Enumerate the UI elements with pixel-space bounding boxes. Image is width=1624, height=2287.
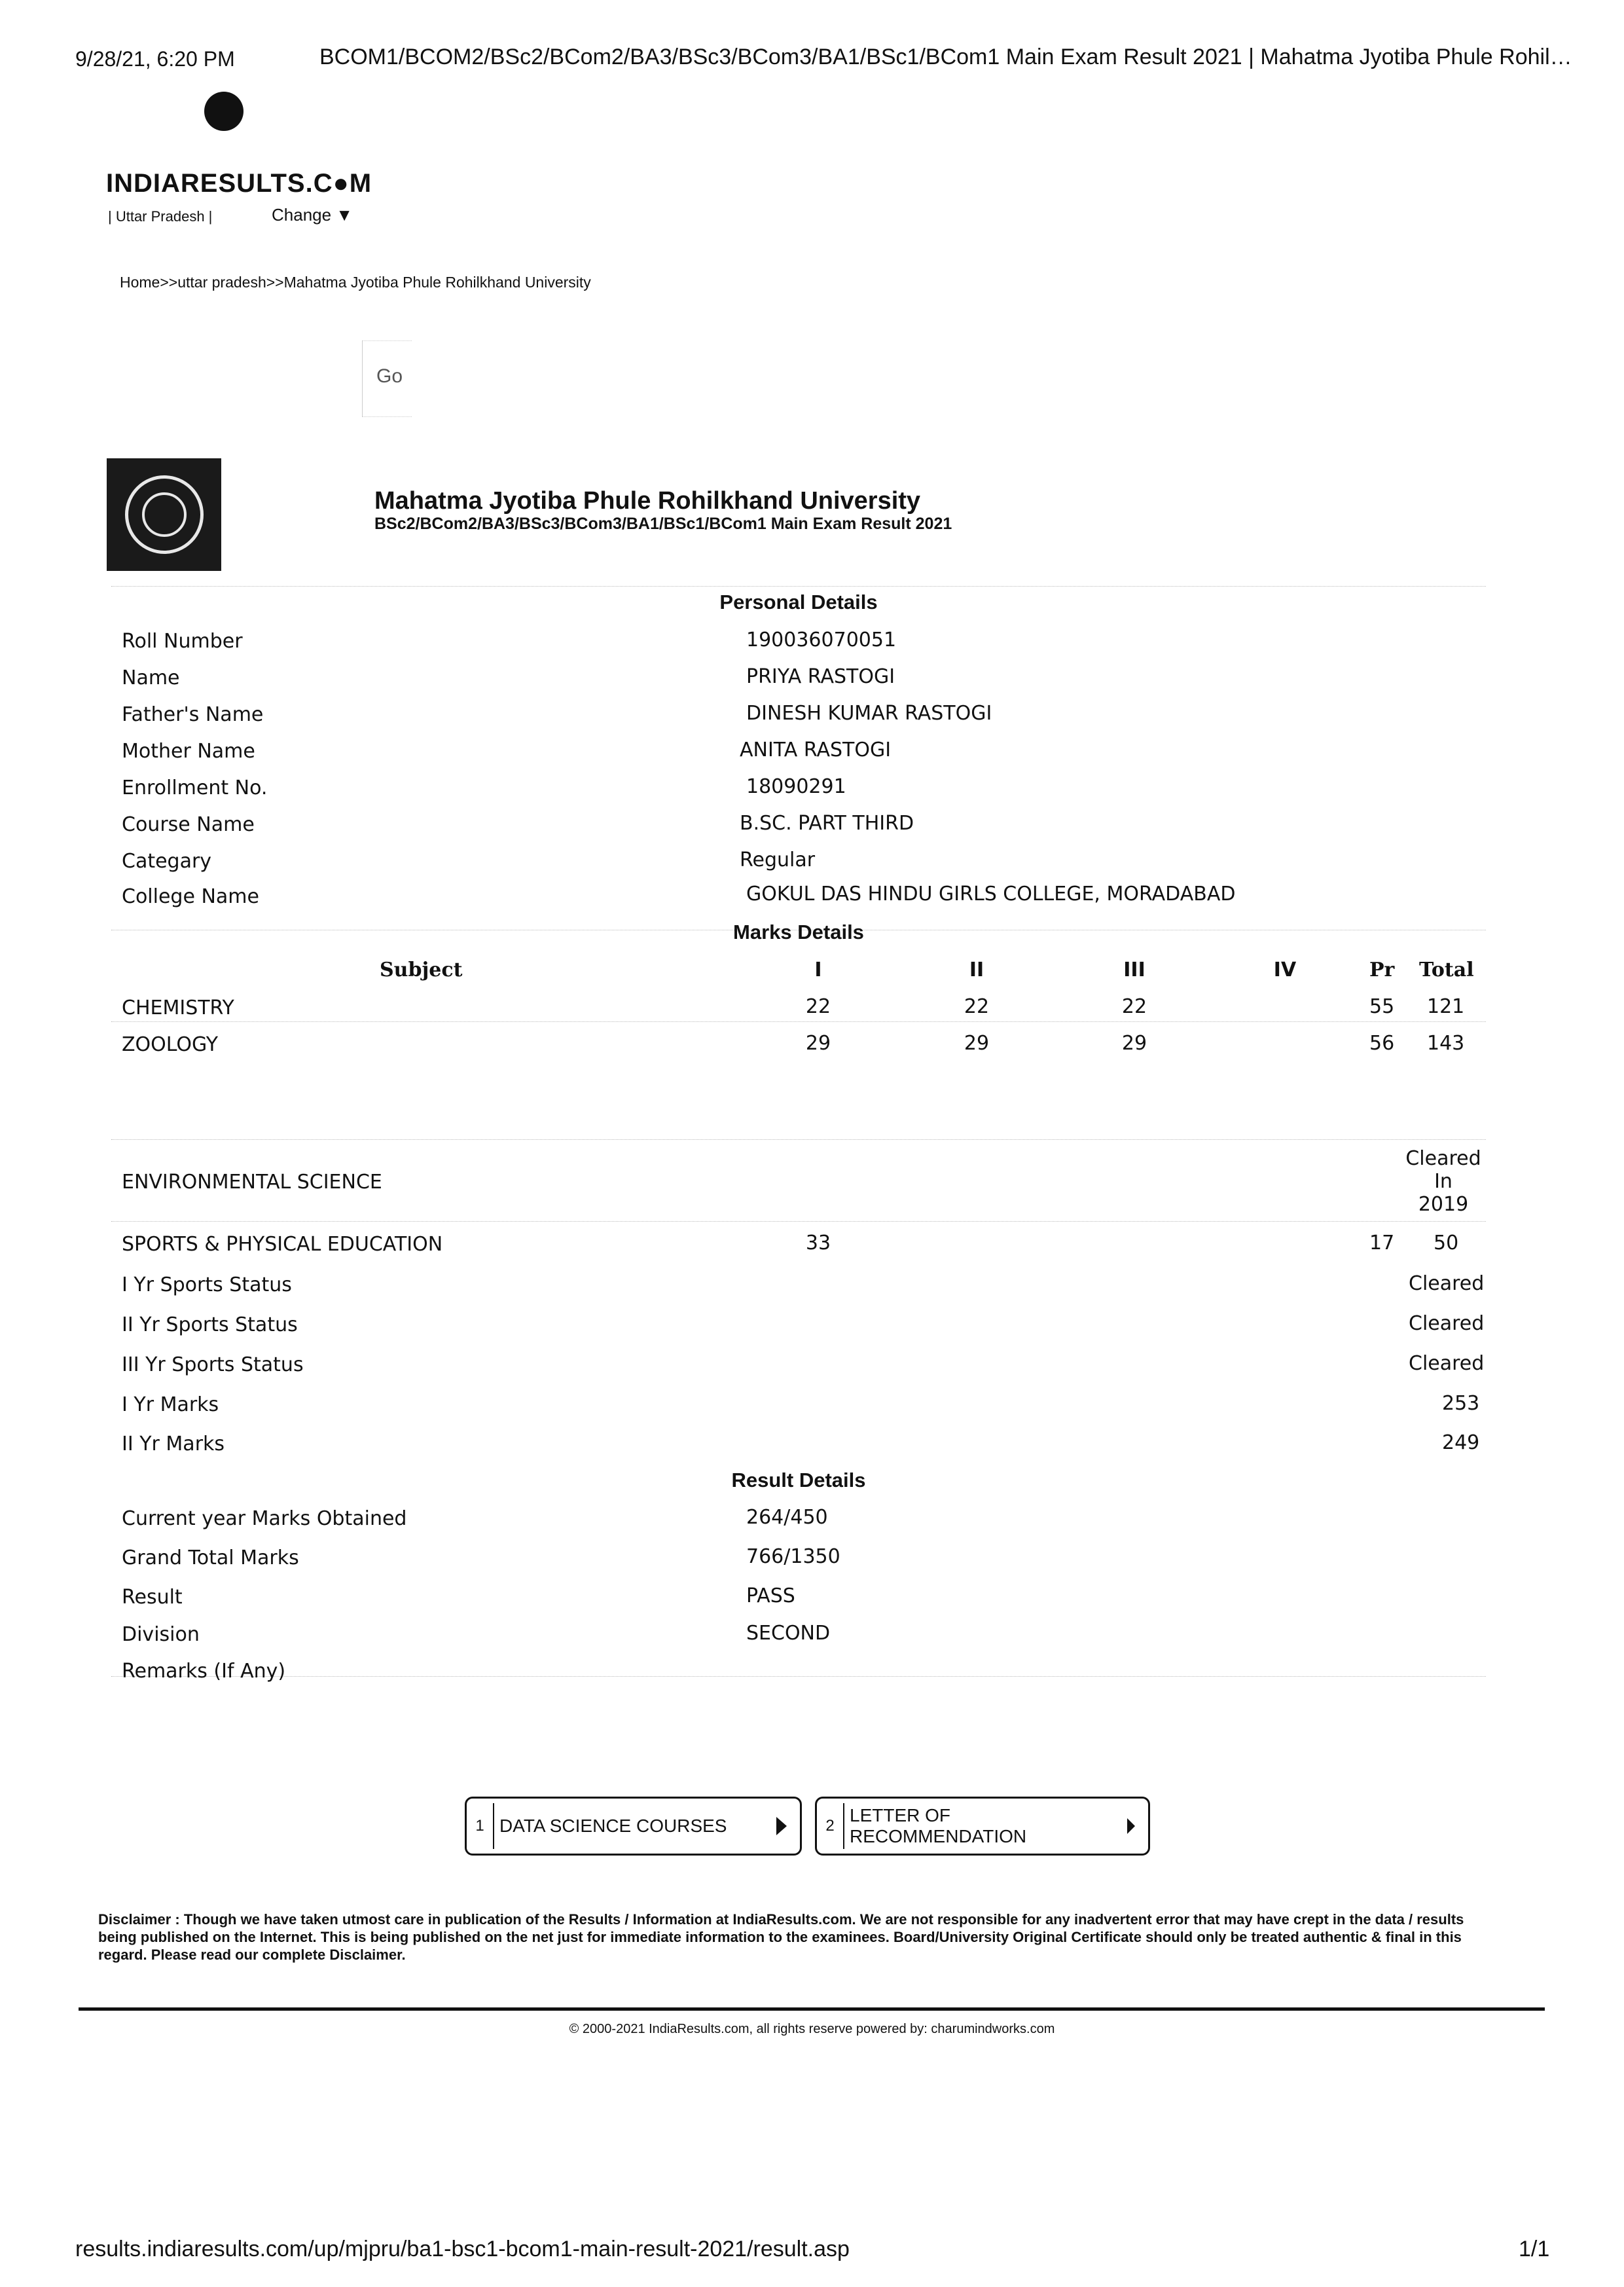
sports-total: 50 <box>1434 1232 1459 1254</box>
grand-total-label: Grand Total Marks <box>122 1546 299 1569</box>
course-name-value: B.SC. PART THIRD <box>740 812 914 835</box>
zoology-practical: 56 <box>1369 1032 1395 1055</box>
exam-title: BSc2/BCom2/BA3/BSc3/BCom3/BA1/BSc1/BCom1 Main Exam Result 2021 <box>374 515 952 533</box>
search-box-text: Go <box>376 365 403 387</box>
roll-number-label: Roll Number <box>122 630 243 653</box>
name-label: Name <box>122 667 180 689</box>
course-name-label: Course Name <box>122 813 255 836</box>
arrow-right-icon <box>776 1817 787 1835</box>
environmental-science-status: Cleared In 2019 <box>1405 1147 1481 1216</box>
university-name: Mahatma Jyotiba Phule Rohilkhand University <box>374 487 921 515</box>
category-label: Categary <box>122 850 212 873</box>
zoology-paper-2: 29 <box>964 1032 990 1055</box>
mother-name-label: Mother Name <box>122 740 255 763</box>
first-year-marks-value: 253 <box>1442 1392 1480 1415</box>
college-name-label: College Name <box>122 885 259 908</box>
subject-chemistry: CHEMISTRY <box>122 997 234 1019</box>
state-label: | Uttar Pradesh | <box>108 208 213 225</box>
col-practical: Pr <box>1369 959 1395 981</box>
sports-paper-1: 33 <box>805 1232 831 1254</box>
print-url: results.indiaresults.com/up/mjpru/ba1-bsc1-bcom1-main-result-2021/result.asp <box>75 2237 850 2261</box>
col-paper-3: III <box>1123 959 1146 981</box>
subject-environmental-science: ENVIRONMENTAL SCIENCE <box>122 1171 382 1194</box>
subject-sports: SPORTS & PHYSICAL EDUCATION <box>122 1233 443 1256</box>
site-logo[interactable]: INDIARESULTS.C●M <box>106 169 372 198</box>
roll-number-value: 190036070051 <box>746 629 897 651</box>
division-label: Division <box>122 1623 200 1646</box>
zoology-total: 143 <box>1427 1032 1465 1055</box>
first-year-sports-value: Cleared <box>1409 1272 1485 1295</box>
button-number: 2 <box>817 1803 844 1849</box>
enrollment-label: Enrollment No. <box>122 777 268 799</box>
site-logo-icon[interactable] <box>204 92 244 131</box>
grand-total-value: 766/1350 <box>746 1545 840 1568</box>
first-year-sports-label: I Yr Sports Status <box>122 1273 292 1296</box>
print-page-number: 1/1 <box>1519 2237 1550 2261</box>
father-name-value: DINESH KUMAR RASTOGI <box>746 702 992 725</box>
col-paper-2: II <box>969 959 984 981</box>
data-science-courses-button[interactable] <box>465 1797 802 1856</box>
subject-zoology: ZOOLOGY <box>122 1033 219 1056</box>
marks-details-heading: Marks Details <box>733 921 864 943</box>
zoology-paper-1: 29 <box>805 1032 831 1055</box>
first-year-marks-label: I Yr Marks <box>122 1393 219 1416</box>
result-value: PASS <box>746 1584 795 1607</box>
second-year-sports-value: Cleared <box>1409 1312 1485 1335</box>
personal-details-heading: Personal Details <box>719 591 878 613</box>
letter-of-recommendation-button[interactable] <box>815 1797 1150 1856</box>
chemistry-practical: 55 <box>1369 995 1395 1018</box>
col-total: Total <box>1419 959 1474 981</box>
change-state-link[interactable]: Change ▼ <box>272 205 353 225</box>
print-page-title: BCOM1/BCOM2/BSc2/BCom2/BA3/BSc3/BCom3/BA1/BSc1/BCom1 Main Exam Result 2021 | Mahatma Jyotiba Phule Rohil… <box>319 45 1572 69</box>
button-label: DATA SCIENCE COURSES <box>499 1816 727 1836</box>
button-label: LETTER OF RECOMMENDATION <box>850 1805 1027 1846</box>
chemistry-paper-3: 22 <box>1121 995 1147 1018</box>
footer-divider <box>79 2007 1545 2011</box>
third-year-sports-label: III Yr Sports Status <box>122 1353 304 1376</box>
sports-practical: 17 <box>1369 1232 1395 1254</box>
current-year-marks-label: Current year Marks Obtained <box>122 1507 407 1530</box>
father-name-label: Father's Name <box>122 703 264 726</box>
division-value: SECOND <box>746 1622 831 1645</box>
second-year-marks-value: 249 <box>1442 1431 1480 1454</box>
chemistry-paper-1: 22 <box>805 995 831 1018</box>
result-details-heading: Result Details <box>731 1469 866 1491</box>
button-number: 1 <box>467 1803 494 1849</box>
print-date: 9/28/21, 6:20 PM <box>75 47 235 71</box>
breadcrumb[interactable]: Home>>uttar pradesh>>Mahatma Jyotiba Phule Rohilkhand University <box>120 274 591 291</box>
second-year-sports-label: II Yr Sports Status <box>122 1313 298 1336</box>
col-subject: Subject <box>380 959 463 981</box>
col-paper-4: IV <box>1273 959 1297 981</box>
result-label: Result <box>122 1586 183 1609</box>
current-year-marks-value: 264/450 <box>746 1506 828 1529</box>
chemistry-total: 121 <box>1427 995 1465 1018</box>
disclaimer-text: Disclaimer : Though we have taken utmost care in publication of the Results / Information at IndiaResults.com. We are not responsible for any inadvertent error that may have crept in the data / results being published on the Internet. This is being published on the net just for immediate information to the examinees. Board/University Original Certificate should only be treated authentic & final in this regard. Please read our complete Disclaimer. <box>98 1911 1464 1963</box>
category-value: Regular <box>740 849 816 871</box>
zoology-paper-3: 29 <box>1121 1032 1147 1055</box>
name-value: PRIYA RASTOGI <box>746 665 895 688</box>
copyright-text: © 2000-2021 IndiaResults.com, all rights reserve powered by: charumindworks.com <box>569 2022 1055 2036</box>
second-year-marks-label: II Yr Marks <box>122 1433 225 1455</box>
college-name-value: GOKUL DAS HINDU GIRLS COLLEGE, MORADABAD <box>746 883 1236 906</box>
mother-name-value: ANITA RASTOGI <box>740 739 892 761</box>
remarks-label: Remarks (If Any) <box>122 1660 286 1683</box>
col-paper-1: I <box>814 959 822 981</box>
third-year-sports-value: Cleared <box>1409 1352 1485 1375</box>
chemistry-paper-2: 22 <box>964 995 990 1018</box>
arrow-right-icon <box>1127 1818 1135 1834</box>
university-seal-icon <box>107 458 221 571</box>
enrollment-value: 18090291 <box>746 775 846 798</box>
